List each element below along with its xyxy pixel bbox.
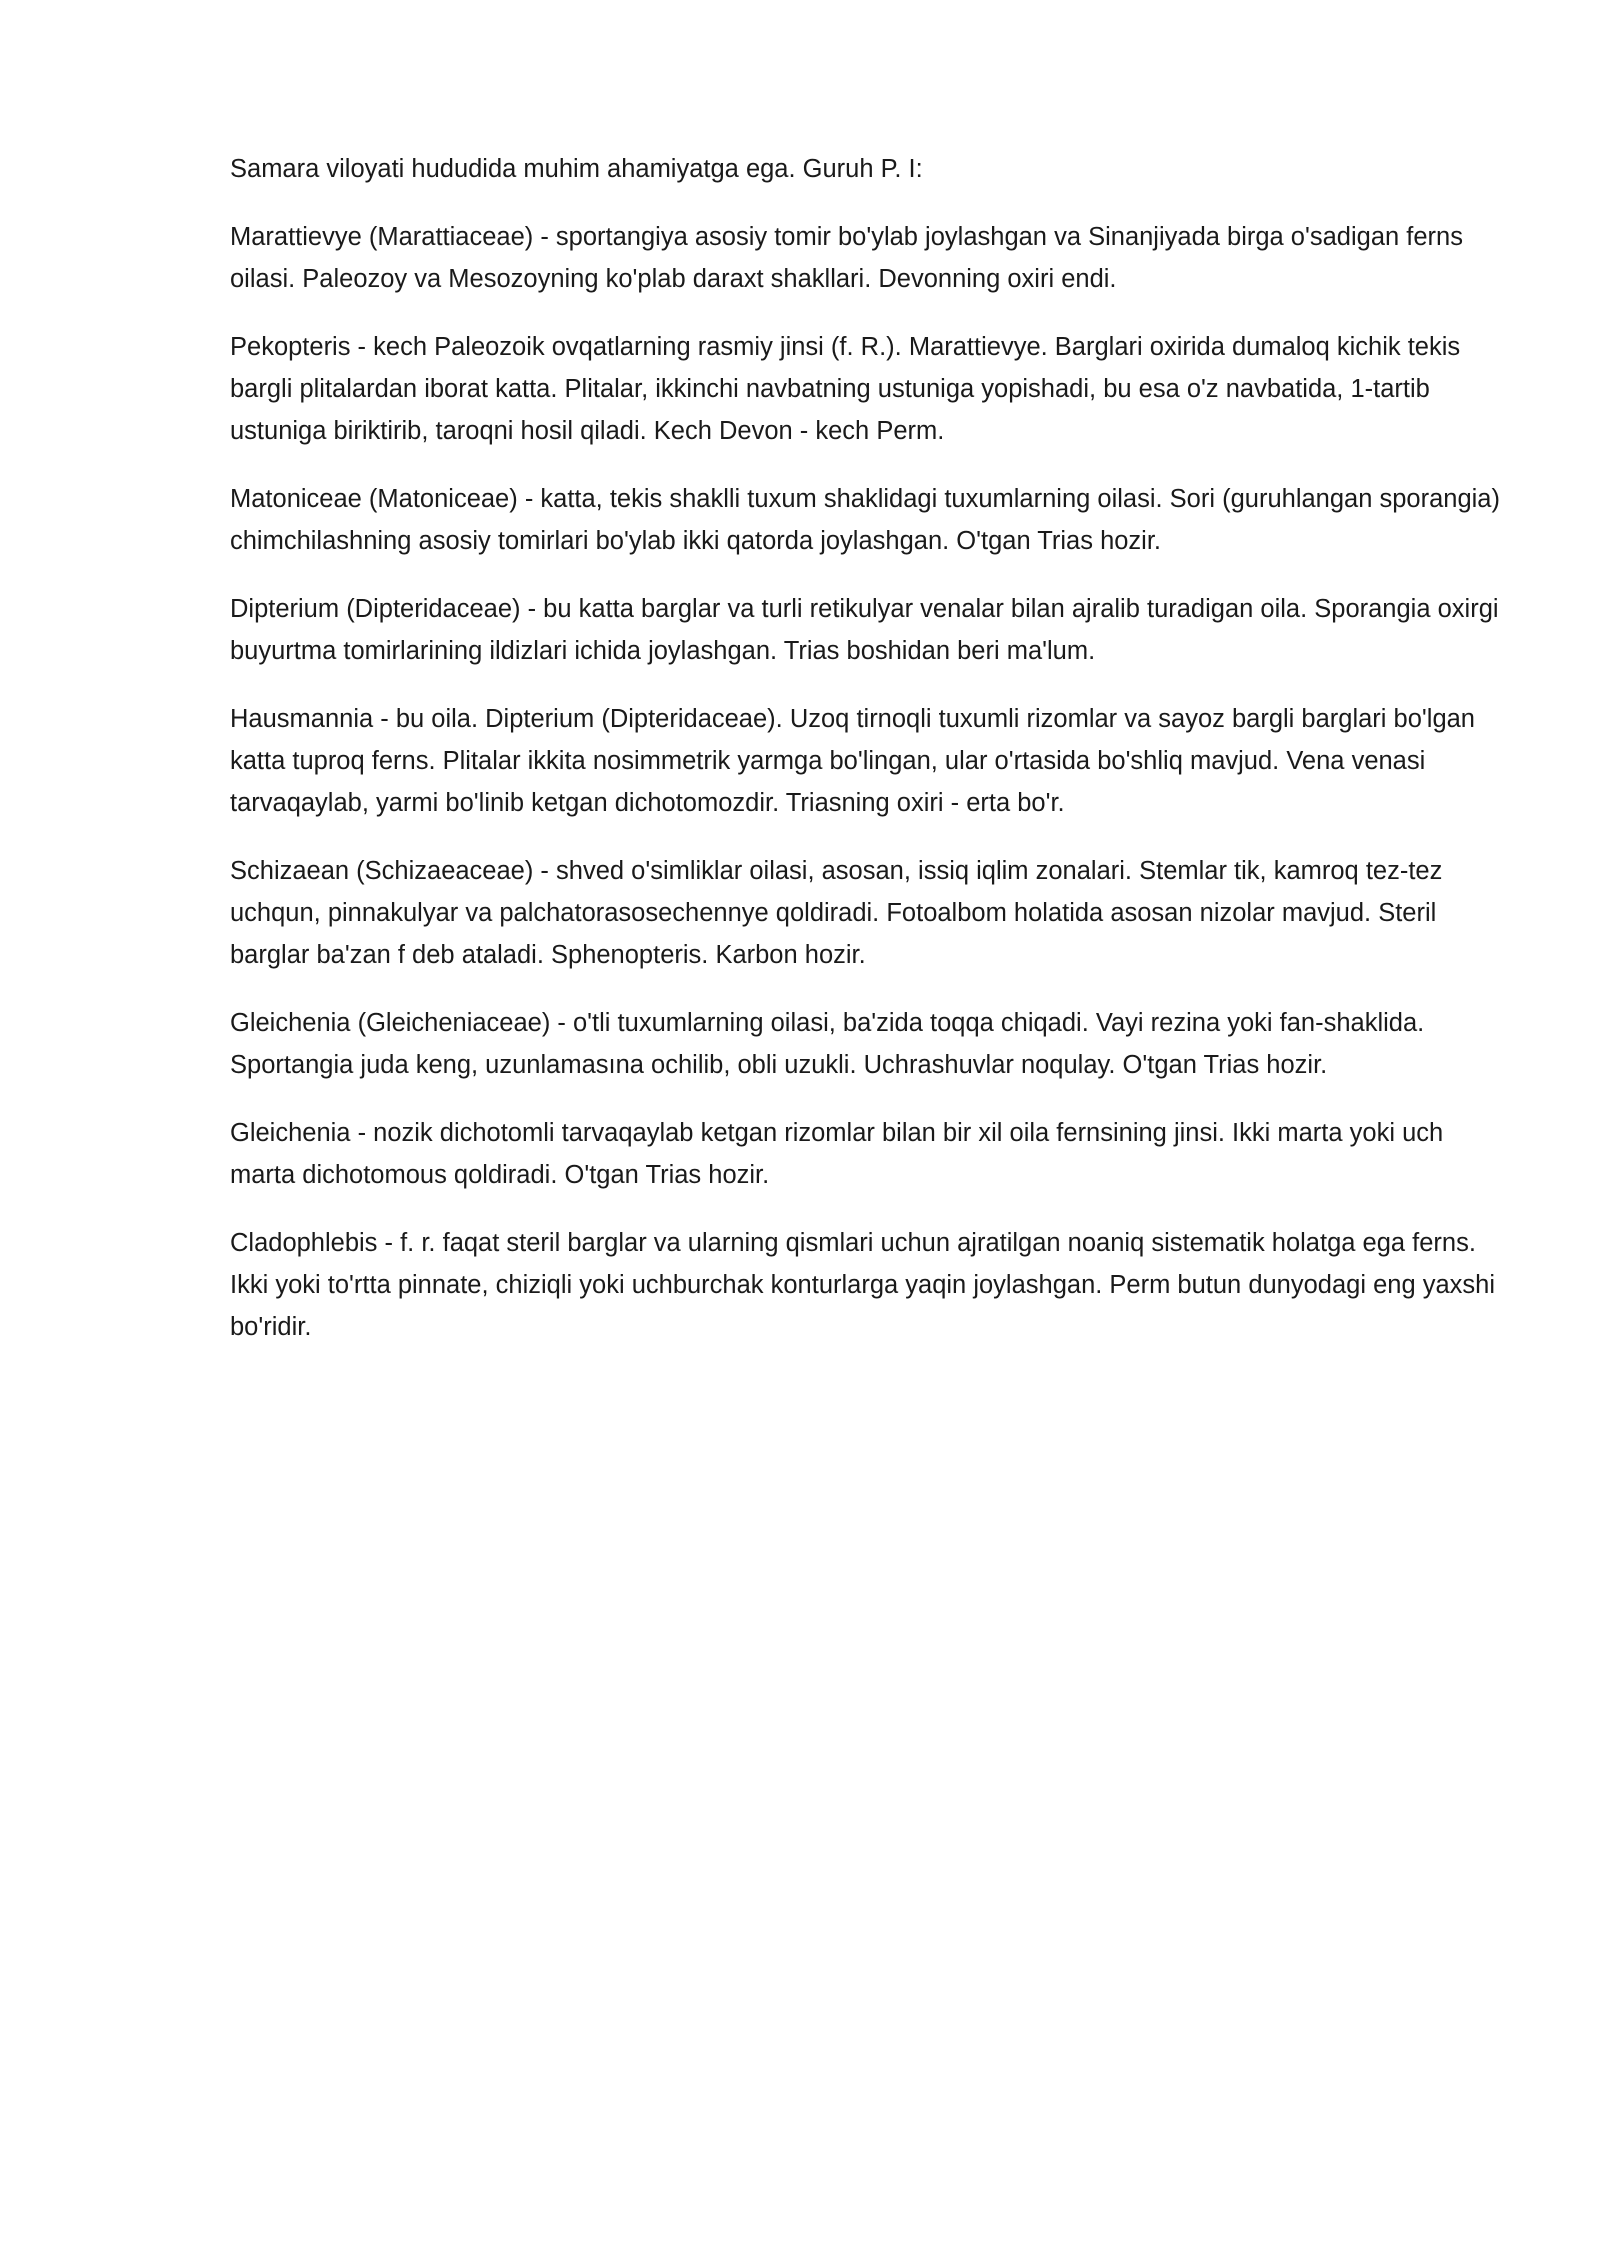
paragraph-marattievye: Marattievye (Marattiaceae) - sportangiya asosiy tomir bo'ylab joylashgan va Sinanjiyada birga o'sadigan ferns oilasi. Paleozoy va Mesozoyning ko'plab daraxt shakllari. Devonning oxiri endi.: [230, 223, 1463, 293]
paragraph-gleichenia: Gleichenia - nozik dichotomli tarvaqaylab ketgan rizomlar bilan bir xil oila fernsining jinsi. Ikki marta yoki uch marta dichotomous qoldiradi. O'tgan Trias hozir.: [230, 1119, 1444, 1189]
paragraph-schizaean: Schizaean (Schizaeaceae) - shved o'simliklar oilasi, asosan, issiq iqlim zonalari. Stemlar tik, kamroq tez-tez uchqun, pinnakulyar va palchatorasosechennye qoldiradi. Fotoalbom holatida asosan nizolar mavjud. Steril barglar ba'zan f deb ataladi. Sphenopteris. Karbon hozir.: [230, 857, 1443, 969]
paragraph-matoniceae: Matoniceae (Matoniceae) - katta, tekis shaklli tuxum shaklidagi tuxumlarning oilasi. Sori (guruhlangan sporangia) chimchilashning asosiy tomirlari bo'ylab ikki qatorda joylashgan. O'tgan Trias hozir.: [230, 485, 1500, 555]
document-body: [230, 148, 1505, 1374]
paragraph-pekopteris: Pekopteris - kech Paleozoik ovqatlarning rasmiy jinsi (f. R.). Marattievye. Barglari oxirida dumaloq kichik tekis bargli plitalardan iborat katta. Plitalar, ikkinchi navbatning ustuniga yopishadi, bu esa o'z navbatida, 1-tartib ustuniga biriktirib, taroqni hosil qiladi. Kech Devon - kech Perm.: [230, 333, 1461, 445]
paragraph-gleicheniaceae: Gleichenia (Gleicheniaceae) - o'tli tuxumlarning oilasi, ba'zida toqqa chiqadi. Vayi rezina yoki fan-shaklida. Sportangia juda keng, uzunlamasına ochilib, obli uzukli. Uchrashuvlar noqulay. O'tgan Trias hozir.: [230, 1009, 1425, 1079]
paragraph-hausmannia: Hausmannia - bu oila. Dipterium (Dipteridaceae). Uzoq tirnoqli tuxumli rizomlar va sayoz bargli barglari bo'lgan katta tuproq ferns. Plitalar ikkita nosimmetrik yarmga bo'lingan, ular o'rtasida bo'shliq mavjud. Vena venasi tarvaqaylab, yarmi bo'linib ketgan dichotomozdir. Triasning oxiri - erta bo'r.: [230, 705, 1475, 817]
paragraph-intro: Samara viloyati hududida muhim ahamiyatga ega. Guruh P. I:: [230, 155, 923, 183]
paragraph-cladophlebis: Cladophlebis - f. r. faqat steril barglar va ularning qismlari uchun ajratilgan noaniq sistematik holatga ega ferns. Ikki yoki to'rtta pinnate, chiziqli yoki uchburchak konturlarga yaqin joylashgan. Perm butun dunyodagi eng yaxshi bo'ridir.: [230, 1229, 1496, 1341]
paragraph-dipterium: Dipterium (Dipteridaceae) - bu katta barglar va turli retikulyar venalar bilan ajralib turadigan oila. Sporangia oxirgi buyurtma tomirlarining ildizlari ichida joylashgan. Trias boshidan beri ma'lum.: [230, 595, 1499, 665]
